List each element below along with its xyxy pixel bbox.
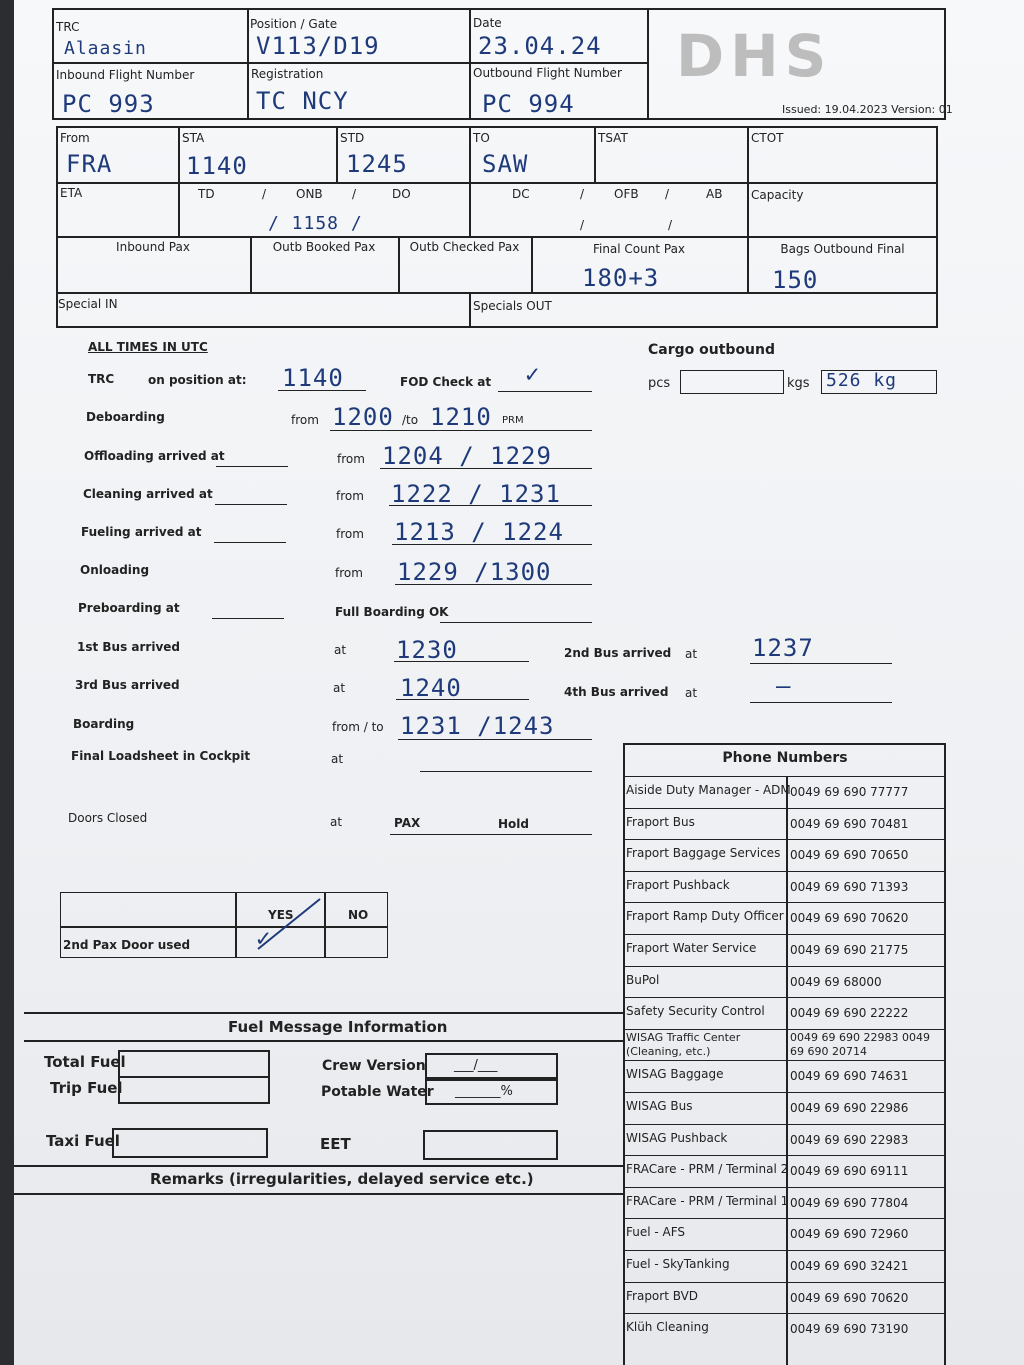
- bus4-label: 4th Bus arrived: [564, 685, 669, 699]
- inbound-flight-label: Inbound Flight Number: [56, 68, 195, 82]
- bus1-at-label: at: [334, 643, 347, 657]
- inbound-flight-value[interactable]: PC 993: [62, 90, 155, 118]
- phone-row: [624, 1218, 946, 1251]
- phone-contact-name: Fraport BVD: [626, 1288, 699, 1303]
- phone-contact-name: Fraport Bus: [626, 814, 695, 829]
- kgs-value[interactable]: 526 kg: [826, 370, 898, 391]
- on-position-label: on position at:: [148, 373, 247, 387]
- std-value[interactable]: 1245: [346, 150, 408, 178]
- offloading-from-label: from: [337, 452, 365, 466]
- phone-contact-name: Fraport Baggage Services: [626, 846, 781, 861]
- fueling-label: Fueling arrived at: [81, 525, 202, 539]
- phone-row: [624, 1124, 946, 1157]
- bus2-at-label: at: [685, 647, 698, 661]
- bus2-value[interactable]: 1237: [752, 634, 814, 662]
- eet-field[interactable]: [423, 1130, 558, 1160]
- position-label: Position / Gate: [250, 17, 338, 31]
- deboarding-from-value[interactable]: 1200: [332, 403, 394, 431]
- cleaning-label: Cleaning arrived at: [83, 487, 213, 501]
- phone-number: 0049 69 68000: [790, 974, 882, 989]
- onloading-label: Onloading: [80, 563, 150, 577]
- phone-number: 0049 69 690 22983: [790, 1132, 909, 1147]
- capacity-label: Capacity: [751, 188, 804, 202]
- deboarding-from-label: from: [291, 413, 319, 427]
- phone-number: 0049 69 690 74631: [790, 1069, 909, 1084]
- final-count-label: Final Count Pax: [592, 242, 686, 256]
- phone-number: 0049 69 690 32421: [790, 1259, 909, 1273]
- phone-row: [624, 776, 946, 809]
- bus4-value[interactable]: —: [776, 672, 792, 700]
- pcs-field[interactable]: [680, 370, 784, 394]
- fueling-from-label: from: [336, 527, 364, 541]
- phone-number: 0049 69 690 22222: [790, 1006, 909, 1021]
- no-label: NO: [348, 908, 369, 922]
- eta-label: ETA: [60, 186, 83, 200]
- phone-contact-name: Aiside Duty Manager - ADM: [626, 783, 791, 797]
- phone-number: 0049 69 690 22983 0049 69 690 20714: [790, 1030, 930, 1058]
- td-label: TD: [198, 187, 215, 201]
- phone-contact-name: Fraport Water Service: [626, 941, 757, 955]
- phone-row: [624, 1313, 946, 1346]
- cleaning-from-label: from: [336, 489, 364, 503]
- phone-row: [624, 1282, 946, 1315]
- phone-number: 0049 69 690 21775: [790, 943, 909, 957]
- specials-out-label: Specials OUT: [473, 299, 552, 313]
- cleaning-value[interactable]: 1222 / 1231: [391, 480, 561, 508]
- phone-contact-name: FRACare - PRM / Terminal 1: [626, 1193, 789, 1208]
- phone-contact-name: Fraport Pushback: [626, 877, 730, 892]
- dc-label: DC: [512, 187, 530, 201]
- taxi-fuel-field[interactable]: [112, 1128, 268, 1158]
- final-count-value[interactable]: 180+3: [582, 264, 660, 292]
- ofb-label: OFB: [614, 187, 639, 201]
- tsat-label: TSAT: [598, 131, 628, 145]
- taxi-fuel-label: Taxi Fuel: [46, 1132, 120, 1150]
- from-label: From: [60, 131, 90, 145]
- phone-contact-name: BuPol: [626, 972, 660, 987]
- doors-hold-label: Hold: [498, 817, 529, 831]
- bags-outbound-label: Bags Outbound Final: [780, 242, 905, 256]
- phone-number: 0049 69 690 73190: [790, 1322, 909, 1337]
- phone-number: 0049 69 690 71393: [790, 879, 909, 894]
- phone-contact-name: Fuel - SkyTanking: [626, 1257, 730, 1271]
- phone-contact-name: WISAG Bus: [626, 1099, 693, 1113]
- phone-row: [624, 808, 946, 841]
- phone-number: 0049 69 690 70481: [790, 816, 909, 831]
- eet-label: EET: [320, 1135, 351, 1153]
- pax-door-row-label: 2nd Pax Door used: [63, 938, 191, 952]
- to-label: TO: [473, 131, 490, 145]
- phone-number: 0049 69 690 22986: [790, 1101, 909, 1115]
- fod-check-value[interactable]: ✓: [525, 360, 541, 388]
- trip-fuel-label: Trip Fuel: [50, 1079, 123, 1097]
- loadsheet-label: Final Loadsheet in Cockpit: [71, 749, 251, 763]
- phone-row: [624, 1060, 946, 1093]
- phone-row: [624, 1155, 946, 1188]
- boarding-label: Boarding: [73, 717, 135, 731]
- sta-label: STA: [182, 131, 205, 145]
- offloading-label: Offloading arrived at: [84, 449, 225, 463]
- remarks-heading: Remarks (irregularities, delayed service etc.): [150, 1170, 534, 1188]
- phone-number: 0049 69 690 70650: [790, 848, 909, 863]
- registration-value[interactable]: TC NCY: [256, 87, 349, 115]
- onloading-from-label: from: [335, 566, 363, 580]
- dhs-logo: DHS: [676, 22, 833, 90]
- boarding-from-to-label: from / to: [332, 720, 384, 734]
- from-value[interactable]: FRA: [66, 150, 113, 178]
- bus3-value[interactable]: 1240: [400, 674, 462, 702]
- phone-contact-name: WISAG Traffic Center (Cleaning, etc.): [626, 1030, 741, 1058]
- phone-row: [624, 839, 946, 872]
- phone-row: [624, 997, 946, 1030]
- yes-label: YES: [268, 908, 294, 922]
- remarks-area[interactable]: [16, 1196, 622, 1365]
- doors-at-label: at: [330, 815, 343, 829]
- deboarding-to-value[interactable]: 1210: [430, 403, 492, 431]
- outb-checked-label: Outb Checked Pax: [409, 240, 520, 254]
- bags-outbound-value[interactable]: 150: [772, 266, 819, 294]
- ab-label: AB: [706, 187, 723, 201]
- date-value[interactable]: 23.04.24: [478, 32, 602, 60]
- crew-version-label: Crew Version: [322, 1058, 426, 1074]
- phone-contact-name: Fuel - AFS: [626, 1225, 686, 1240]
- full-boarding-label: Full Boarding OK: [335, 605, 449, 619]
- cargo-heading: Cargo outbound: [648, 342, 776, 358]
- fuel-heading: Fuel Message Information: [228, 1018, 448, 1036]
- fod-check-label: FOD Check at: [400, 375, 492, 389]
- times-heading: ALL TIMES IN UTC: [88, 340, 208, 354]
- pax-door-yes-check[interactable]: ✓: [256, 924, 272, 952]
- bus1-value[interactable]: 1230: [396, 636, 458, 664]
- phone-contact-name: WISAG Baggage: [626, 1067, 724, 1082]
- inbound-pax-label: Inbound Pax: [116, 240, 190, 254]
- position-value[interactable]: V113/D19: [256, 32, 380, 60]
- phone-contact-name: WISAG Pushback: [626, 1130, 728, 1145]
- outbound-flight-label: Outbound Flight Number: [473, 66, 622, 80]
- trip-fuel-field[interactable]: [118, 1076, 270, 1104]
- special-in-label: Special IN: [58, 297, 118, 311]
- total-fuel-label: Total Fuel: [44, 1053, 126, 1071]
- trc-time-label: TRC: [88, 372, 115, 386]
- phone-number: 0049 69 690 77777: [790, 785, 909, 799]
- phone-row: [624, 902, 946, 935]
- bus3-at-label: at: [333, 681, 346, 695]
- to-value[interactable]: SAW: [482, 150, 529, 178]
- deboarding-to-label: /to: [402, 413, 419, 427]
- phone-row: [624, 934, 946, 967]
- deboarding-label: Deboarding: [86, 410, 165, 424]
- doors-closed-label: Doors Closed: [68, 811, 148, 825]
- prm-label: PRM: [502, 415, 524, 426]
- phone-number: 0049 69 690 77804: [790, 1195, 909, 1210]
- ctot-label: CTOT: [751, 131, 784, 145]
- boarding-value[interactable]: 1231 /1243: [400, 712, 555, 740]
- do-label: DO: [392, 187, 411, 201]
- kgs-label: kgs: [787, 376, 810, 391]
- bus3-label: 3rd Bus arrived: [75, 678, 180, 692]
- pcs-label: pcs: [648, 376, 671, 391]
- phone-row: [624, 1187, 946, 1220]
- outb-booked-label: Outb Booked Pax: [272, 240, 376, 254]
- phone-row: [624, 871, 946, 904]
- potable-water-blank: _______%: [455, 1084, 513, 1099]
- phone-contact-name: FRACare - PRM / Terminal 2: [626, 1162, 789, 1177]
- onloading-value[interactable]: 1229 /1300: [397, 558, 552, 586]
- total-fuel-field[interactable]: [118, 1050, 270, 1078]
- bus1-label: 1st Bus arrived: [77, 640, 181, 654]
- onb-value[interactable]: / 1158 /: [268, 213, 363, 234]
- std-label: STD: [340, 131, 365, 145]
- fueling-value[interactable]: 1213 / 1224: [394, 518, 564, 546]
- yes-cross-mark: [236, 893, 324, 955]
- date-label: Date: [473, 16, 502, 30]
- doors-pax-label: PAX: [394, 816, 421, 830]
- phone-number: 0049 69 690 70620: [790, 1290, 909, 1305]
- issued-version: Issued: 19.04.2023 Version: 01: [782, 103, 953, 116]
- phone-contact-name: Safety Security Control: [626, 1004, 765, 1019]
- bus2-label: 2nd Bus arrived: [564, 646, 672, 660]
- crew-version-blank: ___/___: [454, 1058, 498, 1073]
- phone-row: [624, 1029, 946, 1062]
- phone-number: 0049 69 690 69111: [790, 1164, 909, 1179]
- registration-label: Registration: [251, 67, 324, 81]
- bus4-at-label: at: [685, 686, 698, 700]
- loadsheet-at-label: at: [331, 752, 344, 766]
- phone-contact-name: Klüh Cleaning: [626, 1320, 709, 1335]
- phone-row: [624, 966, 946, 999]
- phone-number: 0049 69 690 72960: [790, 1227, 909, 1242]
- phone-contact-name: Fraport Ramp Duty Officer: [626, 909, 784, 924]
- outbound-flight-value[interactable]: PC 994: [482, 90, 575, 118]
- trc-label: TRC: [56, 20, 80, 34]
- onb-label: ONB: [296, 187, 323, 201]
- preboarding-label: Preboarding at: [78, 601, 180, 615]
- on-position-value[interactable]: 1140: [282, 364, 344, 392]
- potable-water-label: Potable Water: [321, 1084, 434, 1100]
- trc-value[interactable]: Alaasin: [64, 38, 147, 59]
- phone-row: [624, 1092, 946, 1125]
- phone-row: [624, 1250, 946, 1283]
- phone-heading: Phone Numbers: [722, 750, 848, 766]
- phone-number: 0049 69 690 70620: [790, 911, 909, 926]
- sta-value[interactable]: 1140: [186, 152, 248, 180]
- offloading-value[interactable]: 1204 / 1229: [382, 442, 552, 470]
